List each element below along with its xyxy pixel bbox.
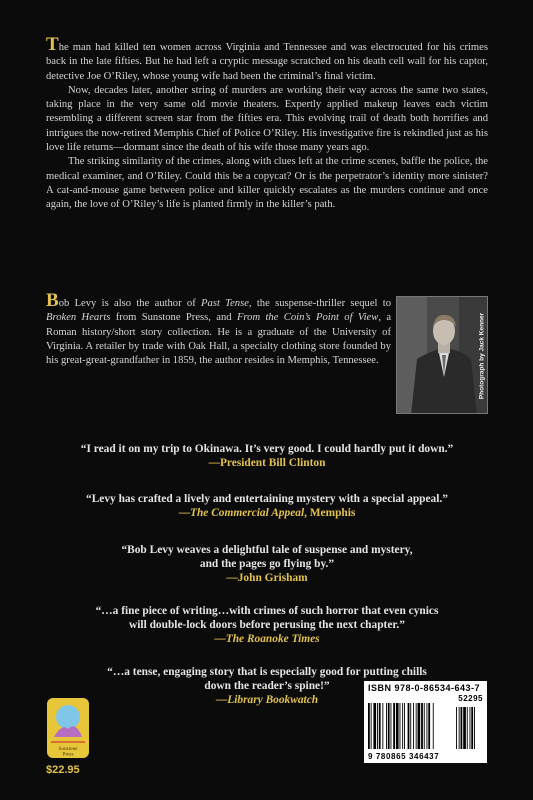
author-section: [46, 290, 488, 416]
svg-text:Sunstone: Sunstone: [58, 746, 78, 752]
book-title: Past Tense: [201, 298, 249, 309]
barcode-bars: [368, 703, 483, 751]
drop-cap: T: [46, 34, 59, 55]
author-photo: [396, 296, 488, 414]
synopsis-paragraph-3: The striking similarity of the crimes, along with clues left at the crime scenes, baffle the police, the medical examiner, and O’Riley. Could this be a copycat? Or is the perpetrator’s identity more sinister? A cat-and-mouse game between police and killer quickly escalates as the murders continue and once again, the love of O’Riley’s life is planted firmly in the killer’s path.: [46, 156, 488, 211]
quote-attribution: —The Roanoke Times: [214, 633, 320, 645]
quote-item: “Bob Levy weaves a delightful tale of suspense and mystery, and the pages go flying by.” —John Grisham: [46, 543, 488, 585]
sunstone-press-logo: [46, 697, 90, 759]
price: $22.95: [46, 764, 80, 776]
isbn-label: ISBN 978-0-86534-643-7: [368, 683, 481, 693]
barcode-digits: 9 780865 346437: [368, 752, 440, 761]
photo-credit: Photograph by Jack Kenner: [478, 312, 486, 400]
author-bio: Bob Levy is also the author of Past Tense, the suspense-thriller sequel to Broken Hearts from Sunstone Press, and From the Coin’s Point of View, a Roman history/short story collection. He is a graduate of the University of Virginia. A retailer by trade with Oak Hall, a specialty clothing store founded by his great-great-grandfather in 1859, the author resides in Memphis, Tennessee.: [46, 290, 392, 367]
author-portrait-image: [397, 297, 488, 414]
quote-item: “…a fine piece of writing…with crimes of such horror that even cynics will double-lock doors before perusing the next chapter.” —The Roanoke Times: [46, 604, 488, 646]
synopsis-paragraph-2: Now, decades later, another string of murders are working their way across the same two states, taking place in the very same old movie theaters. Expertly applied makeup leaves each victim resembling a different screen star from the fifties era. This evolving trail of death both horrifies and intrigues the now-retired Memphis Chief of Police O’Riley. His investigative fire is rekindled just as his love life returns—dormant since the death of his wife those many years ago.: [46, 84, 488, 154]
isbn-barcode: [364, 681, 487, 763]
book-title: From the Coin’s Point of View: [236, 312, 379, 324]
sunstone-logo-icon: [46, 697, 90, 759]
quote-item: “I read it on my trip to Okinawa. It’s very good. I could hardly put it down.” —President Bill Clinton: [46, 442, 488, 470]
synopsis: [46, 34, 488, 213]
quote-attribution: —The Commercial Appeal, Memphis: [178, 507, 356, 519]
quote-attribution: —John Grisham: [226, 572, 308, 584]
book-title: Broken Hearts: [46, 312, 111, 324]
quote-attribution: —President Bill Clinton: [208, 457, 326, 469]
svg-text:Press: Press: [62, 751, 74, 758]
quote-attribution: —Library Bookwatch: [215, 694, 319, 706]
quote-item: “…a tense, engaging story that is especially good for putting chills down the reader’s spine!” —Library Bookwatch: [46, 665, 488, 707]
quote-item: “Levy has crafted a lively and entertaining mystery with a special appeal.” —The Commercial Appeal, Memphis: [46, 492, 488, 520]
price-addon-code: 52295: [458, 694, 483, 703]
drop-cap: B: [46, 290, 59, 311]
synopsis-paragraph-1: The man had killed ten women across Virginia and Tennessee and was electrocuted for his crimes back in the late fifties. But he had left a cryptic message scratched on his death cell wall for his captor, detective Joe O’Riley, whose young wife had been the criminal’s final victim.: [46, 34, 488, 82]
